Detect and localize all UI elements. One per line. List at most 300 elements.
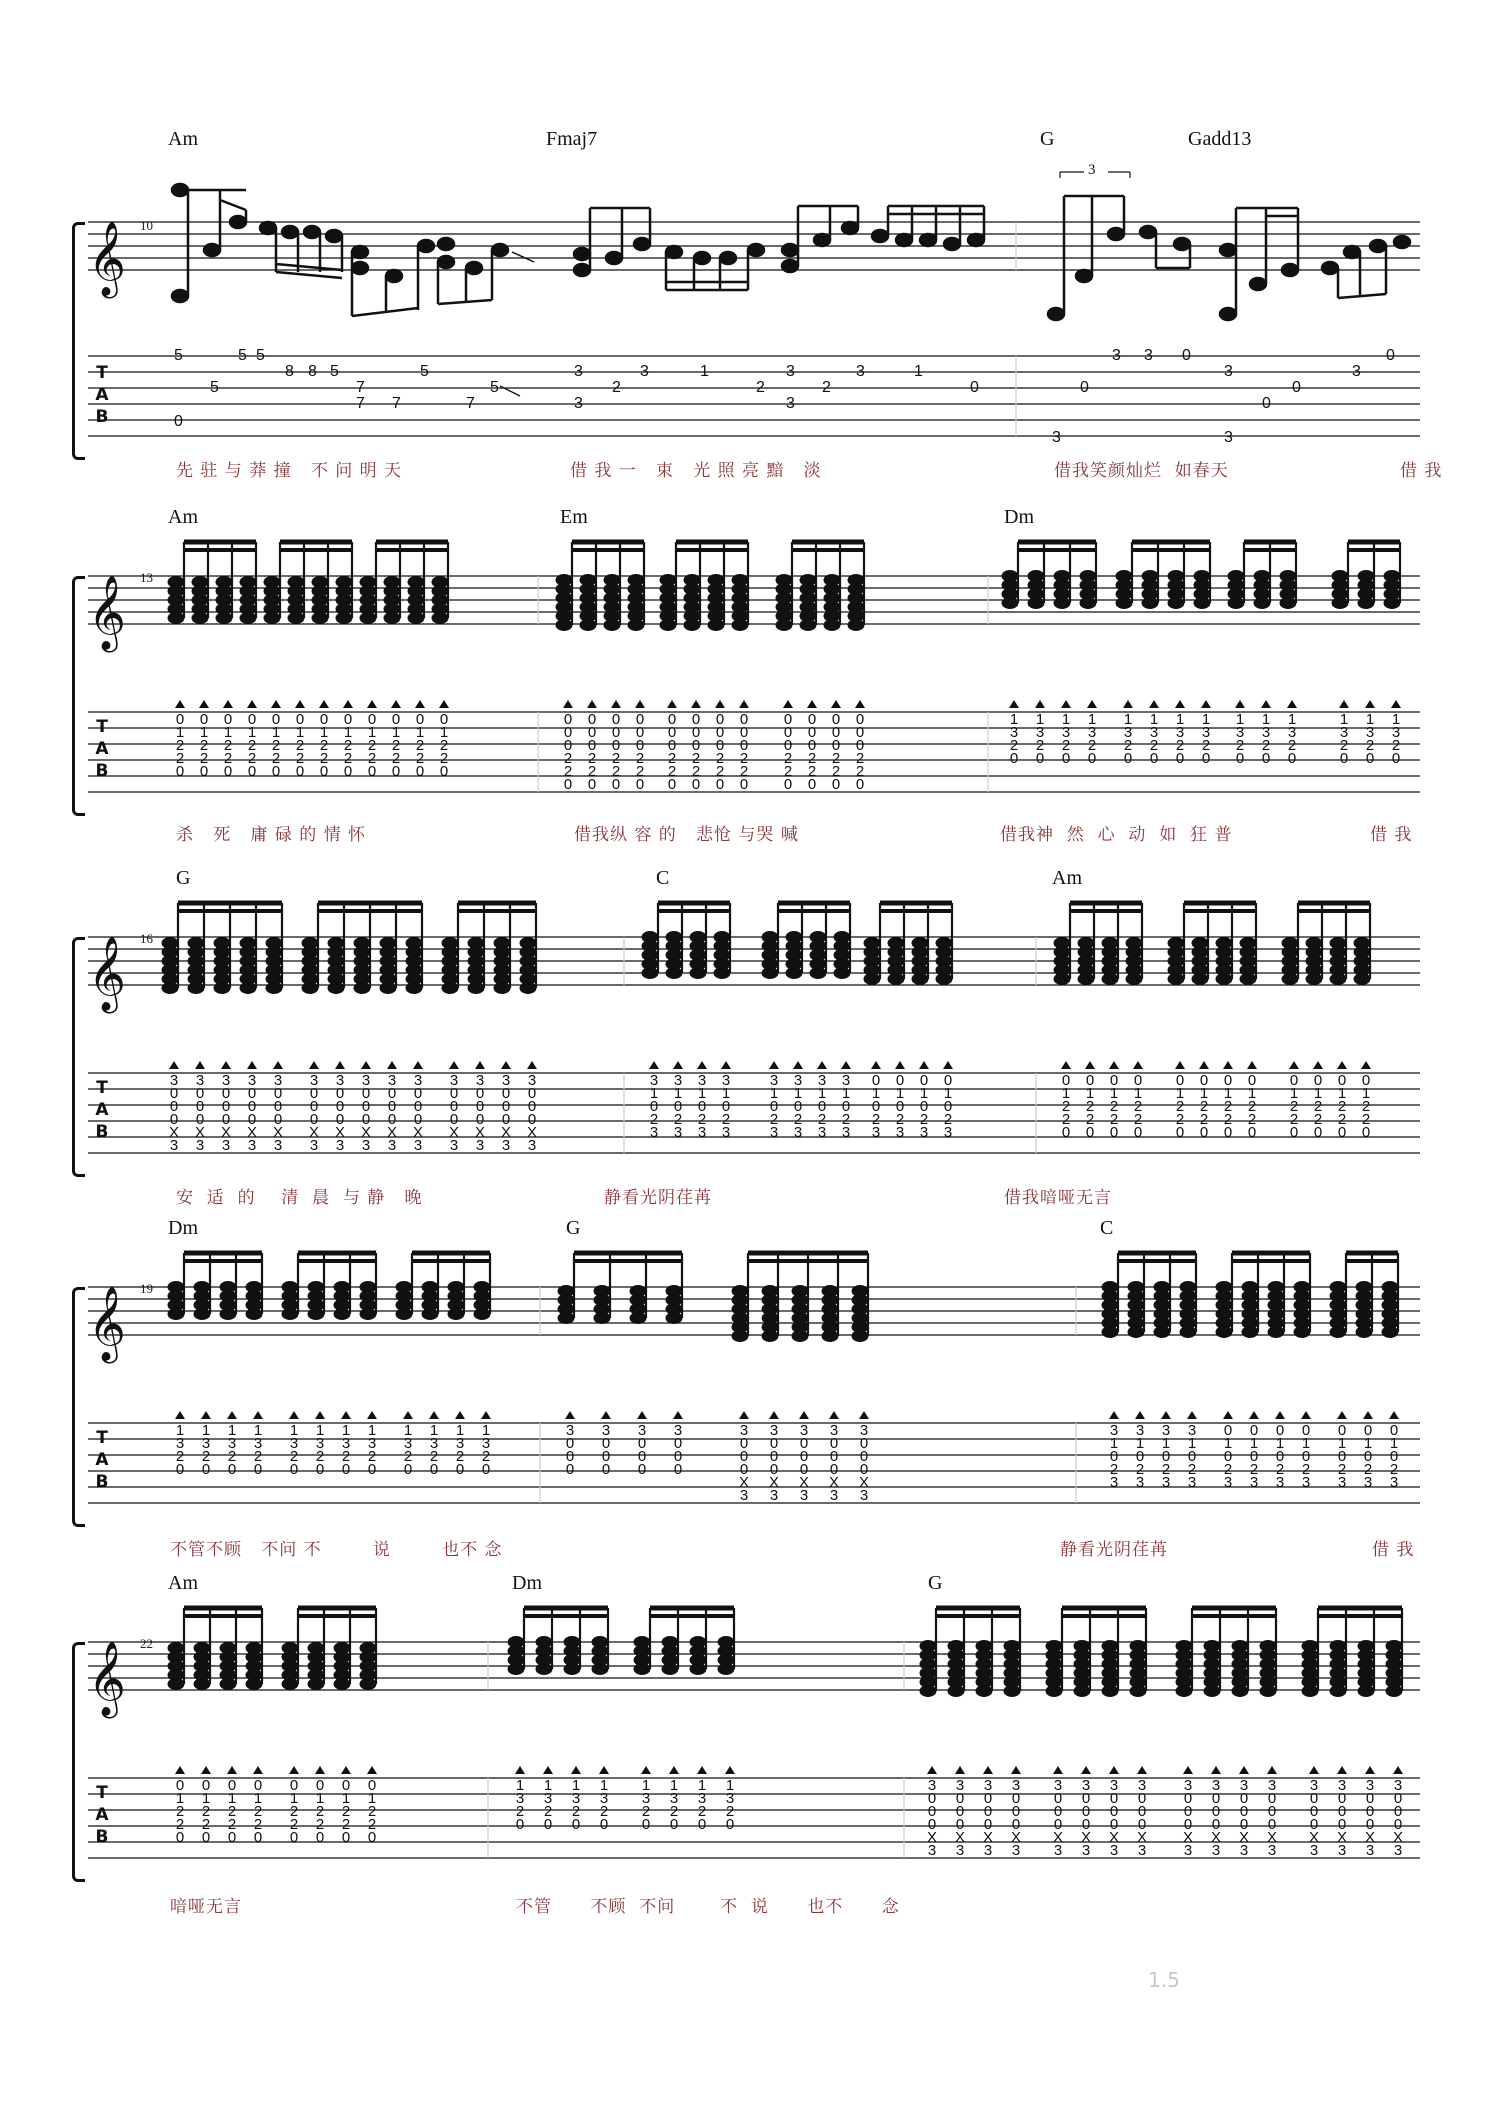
svg-text:2: 2	[295, 737, 305, 754]
chord-note	[888, 974, 904, 985]
lyric-line: 借 我	[1372, 1540, 1415, 1560]
svg-text:2: 2	[343, 737, 353, 754]
svg-text:1: 1	[515, 1777, 525, 1794]
fret-number: 5	[420, 363, 429, 380]
svg-text:0: 0	[739, 711, 749, 728]
strum-up-arrow-icon	[199, 700, 209, 708]
svg-text:3: 3	[1161, 1422, 1171, 1439]
svg-text:3: 3	[1365, 1842, 1375, 1859]
strum-up-arrow-icon	[1201, 700, 1211, 708]
svg-text:0: 0	[673, 1098, 683, 1115]
svg-text:0: 0	[1249, 1448, 1259, 1465]
tab-label: A	[95, 1450, 109, 1470]
svg-text:3: 3	[927, 1777, 937, 1794]
svg-text:3: 3	[673, 1072, 683, 1089]
svg-text:0: 0	[1137, 1816, 1147, 1833]
svg-text:2: 2	[1361, 1098, 1371, 1115]
strum-up-arrow-icon	[289, 1766, 299, 1774]
svg-text:0: 0	[565, 1448, 575, 1465]
svg-text:2: 2	[669, 1803, 679, 1820]
svg-text:2: 2	[403, 1448, 413, 1465]
svg-text:0: 0	[169, 1111, 179, 1128]
svg-text:3: 3	[1183, 1842, 1193, 1859]
svg-text:2: 2	[1087, 737, 1097, 754]
svg-text:0: 0	[1361, 1072, 1371, 1089]
chord-note	[1054, 598, 1070, 609]
fret-number: 7	[466, 395, 475, 412]
svg-text:X: X	[982, 1829, 994, 1846]
svg-text:3: 3	[227, 1435, 237, 1452]
svg-text:2: 2	[227, 1448, 237, 1465]
chord-note	[1102, 1686, 1118, 1697]
strum-up-arrow-icon	[635, 700, 645, 708]
strum-up-arrow-icon	[673, 1411, 683, 1419]
svg-text:1: 1	[1061, 711, 1071, 728]
svg-text:0: 0	[335, 1111, 345, 1128]
svg-text:0: 0	[195, 1111, 205, 1128]
strum-up-arrow-icon	[289, 1411, 299, 1419]
svg-text:0: 0	[691, 724, 701, 741]
chord-note	[714, 968, 730, 979]
svg-text:0: 0	[1011, 1803, 1021, 1820]
strum-up-arrow-icon	[1389, 1411, 1399, 1419]
svg-text:1: 1	[1363, 1435, 1373, 1452]
chord-note	[762, 1331, 778, 1342]
svg-text:0: 0	[527, 1085, 537, 1102]
svg-text:X: X	[1266, 1829, 1278, 1846]
svg-text:0: 0	[1011, 1790, 1021, 1807]
svg-text:2: 2	[1301, 1461, 1311, 1478]
chord-note	[1074, 1686, 1090, 1697]
chord-note	[1384, 598, 1400, 609]
svg-text:1: 1	[415, 724, 425, 741]
svg-text:1: 1	[429, 1422, 439, 1439]
strum-up-arrow-icon	[1361, 1061, 1371, 1069]
strum-up-arrow-icon	[429, 1411, 439, 1419]
svg-text:1: 1	[403, 1422, 413, 1439]
fret-number: 8	[285, 363, 294, 380]
svg-text:1: 1	[295, 724, 305, 741]
svg-text:1: 1	[367, 1790, 377, 1807]
svg-text:0: 0	[415, 711, 425, 728]
svg-text:0: 0	[669, 1816, 679, 1833]
chord-note	[1280, 598, 1296, 609]
tab-label: T	[96, 1783, 108, 1803]
svg-text:0: 0	[221, 1111, 231, 1128]
svg-text:0: 0	[367, 1829, 377, 1846]
svg-text:0: 0	[871, 1072, 881, 1089]
svg-text:1: 1	[1289, 1085, 1299, 1102]
tab-label: B	[95, 1472, 109, 1492]
svg-text:2: 2	[563, 763, 573, 780]
chord-note	[1078, 974, 1094, 985]
svg-text:2: 2	[1287, 737, 1297, 754]
svg-text:0: 0	[739, 1435, 749, 1452]
svg-text:2: 2	[175, 750, 185, 767]
chord-note	[848, 620, 864, 631]
svg-text:1: 1	[315, 1790, 325, 1807]
svg-text:3: 3	[1187, 1474, 1197, 1491]
svg-text:0: 0	[201, 1461, 211, 1478]
svg-text:2: 2	[1109, 1111, 1119, 1128]
svg-text:1: 1	[1365, 711, 1375, 728]
chord-label: Em	[560, 506, 588, 528]
svg-text:3: 3	[1137, 1842, 1147, 1859]
strum-up-arrow-icon	[367, 700, 377, 708]
svg-text:1: 1	[175, 1790, 185, 1807]
svg-text:1: 1	[1337, 1085, 1347, 1102]
svg-text:0: 0	[1081, 1816, 1091, 1833]
strum-up-arrow-icon	[1337, 1061, 1347, 1069]
svg-text:1: 1	[253, 1422, 263, 1439]
svg-text:1: 1	[1199, 1085, 1209, 1102]
tab-label: T	[96, 717, 108, 737]
svg-text:3: 3	[247, 1137, 257, 1154]
svg-text:0: 0	[563, 737, 573, 754]
svg-text:0: 0	[175, 1777, 185, 1794]
chord-note	[1242, 1327, 1258, 1338]
svg-text:2: 2	[1389, 1461, 1399, 1478]
strum-up-arrow-icon	[1289, 1061, 1299, 1069]
chord-note	[594, 1313, 610, 1324]
svg-text:3: 3	[1053, 1777, 1063, 1794]
chord-note	[240, 613, 256, 624]
strum-up-arrow-icon	[195, 1061, 205, 1069]
svg-text:2: 2	[571, 1803, 581, 1820]
svg-text:3: 3	[871, 1124, 881, 1141]
svg-text:0: 0	[783, 776, 793, 793]
svg-text:3: 3	[253, 1435, 263, 1452]
svg-text:0: 0	[1183, 1790, 1193, 1807]
fret-number: 3	[574, 395, 583, 412]
svg-text:1: 1	[871, 1085, 881, 1102]
svg-text:0: 0	[289, 1461, 299, 1478]
svg-text:2: 2	[1085, 1098, 1095, 1115]
svg-text:2: 2	[271, 737, 281, 754]
svg-text:3: 3	[455, 1435, 465, 1452]
svg-text:0: 0	[1389, 1422, 1399, 1439]
svg-text:0: 0	[367, 711, 377, 728]
svg-text:0: 0	[783, 737, 793, 754]
chord-note	[690, 1664, 706, 1675]
svg-text:0: 0	[1149, 750, 1159, 767]
svg-text:0: 0	[855, 776, 865, 793]
chord-note	[732, 1331, 748, 1342]
svg-text:3: 3	[221, 1072, 231, 1089]
svg-text:0: 0	[223, 763, 233, 780]
svg-text:2: 2	[1199, 1098, 1209, 1115]
svg-text:0: 0	[783, 711, 793, 728]
svg-text:0: 0	[599, 1816, 609, 1833]
svg-text:0: 0	[1053, 1790, 1063, 1807]
chord-note	[1294, 1327, 1310, 1338]
lyric-line: 杀 死 庸 碌 的 情 怀	[176, 825, 367, 845]
svg-text:3: 3	[1035, 724, 1045, 741]
svg-text:2: 2	[1109, 1098, 1119, 1115]
notation-staff	[0, 1560, 1500, 1920]
chord-note	[628, 620, 644, 631]
svg-text:2: 2	[563, 750, 573, 767]
svg-text:1: 1	[1109, 1085, 1119, 1102]
strum-up-arrow-icon	[927, 1766, 937, 1774]
chord-note	[508, 1664, 524, 1675]
tab-label: T	[96, 1078, 108, 1098]
svg-text:0: 0	[341, 1461, 351, 1478]
strum-up-arrow-icon	[201, 1411, 211, 1419]
chord-note	[1306, 974, 1322, 985]
svg-text:0: 0	[571, 1816, 581, 1833]
tab-label: T	[96, 1428, 108, 1448]
svg-text:2: 2	[943, 1111, 953, 1128]
chord-note	[188, 983, 204, 994]
measure-number: 10	[140, 218, 153, 233]
svg-text:0: 0	[1211, 1790, 1221, 1807]
svg-text:0: 0	[475, 1098, 485, 1115]
chord-label: Am	[168, 128, 198, 150]
svg-text:3: 3	[1211, 1842, 1221, 1859]
svg-text:3: 3	[1309, 1777, 1319, 1794]
chord-note	[328, 983, 344, 994]
svg-text:3: 3	[1087, 724, 1097, 741]
fret-number: 2	[756, 379, 765, 396]
strum-up-arrow-icon	[769, 1061, 779, 1069]
svg-text:1: 1	[201, 1422, 211, 1439]
svg-text:3: 3	[769, 1072, 779, 1089]
svg-text:0: 0	[667, 724, 677, 741]
svg-text:1: 1	[1187, 1435, 1197, 1452]
strum-up-arrow-icon	[1061, 1061, 1071, 1069]
lyric-line: 不管 不顾 不问 不 说 也不 念	[516, 1897, 900, 1917]
svg-text:2: 2	[1363, 1461, 1373, 1478]
svg-text:3: 3	[955, 1842, 965, 1859]
strum-up-arrow-icon	[221, 1061, 231, 1069]
svg-text:0: 0	[769, 1435, 779, 1452]
strum-up-arrow-icon	[227, 1766, 237, 1774]
svg-text:1: 1	[1235, 711, 1245, 728]
svg-text:0: 0	[831, 724, 841, 741]
chord-note	[536, 1664, 552, 1675]
svg-text:0: 0	[1187, 1448, 1197, 1465]
svg-text:3: 3	[1235, 724, 1245, 741]
svg-text:0: 0	[1137, 1790, 1147, 1807]
svg-text:2: 2	[227, 1803, 237, 1820]
strum-up-arrow-icon	[343, 700, 353, 708]
svg-text:X: X	[220, 1124, 232, 1141]
strum-up-arrow-icon	[793, 1061, 803, 1069]
chord-note	[1046, 1686, 1062, 1697]
strum-up-arrow-icon	[367, 1766, 377, 1774]
svg-text:0: 0	[1337, 1816, 1347, 1833]
chord-note	[448, 1309, 464, 1320]
strum-up-arrow-icon	[175, 1766, 185, 1774]
svg-text:3: 3	[1061, 724, 1071, 741]
svg-text:2: 2	[367, 737, 377, 754]
svg-text:0: 0	[501, 1098, 511, 1115]
svg-text:1: 1	[439, 724, 449, 741]
svg-text:0: 0	[1249, 1422, 1259, 1439]
strum-up-arrow-icon	[565, 1411, 575, 1419]
svg-text:0: 0	[247, 1085, 257, 1102]
svg-text:2: 2	[807, 750, 817, 767]
svg-text:2: 2	[769, 1111, 779, 1128]
svg-text:0: 0	[289, 1829, 299, 1846]
tuplet-mark: 3	[1088, 162, 1096, 178]
strum-up-arrow-icon	[1175, 700, 1185, 708]
svg-text:0: 0	[635, 776, 645, 793]
svg-text:0: 0	[799, 1461, 809, 1478]
svg-text:1: 1	[599, 1777, 609, 1794]
svg-text:0: 0	[367, 763, 377, 780]
svg-text:2: 2	[223, 737, 233, 754]
strum-up-arrow-icon	[481, 1411, 491, 1419]
strum-up-arrow-icon	[247, 1061, 257, 1069]
svg-text:3: 3	[799, 1422, 809, 1439]
fret-number: 3	[1052, 429, 1061, 446]
svg-text:0: 0	[841, 1098, 851, 1115]
chord-note	[556, 620, 572, 631]
svg-text:3: 3	[641, 1790, 651, 1807]
chord-note	[718, 1664, 734, 1675]
svg-text:2: 2	[1149, 737, 1159, 754]
svg-text:2: 2	[1109, 1461, 1119, 1478]
svg-text:0: 0	[769, 1461, 779, 1478]
svg-text:0: 0	[955, 1803, 965, 1820]
system-1	[0, 0, 1500, 480]
svg-text:0: 0	[361, 1098, 371, 1115]
svg-text:2: 2	[1365, 737, 1375, 754]
svg-text:3: 3	[449, 1137, 459, 1154]
svg-text:0: 0	[715, 737, 725, 754]
svg-text:2: 2	[783, 763, 793, 780]
chord-note	[384, 613, 400, 624]
svg-text:2: 2	[1061, 737, 1071, 754]
svg-text:3: 3	[1391, 724, 1401, 741]
svg-text:0: 0	[455, 1461, 465, 1478]
svg-text:1: 1	[943, 1085, 953, 1102]
svg-text:0: 0	[927, 1790, 937, 1807]
svg-text:3: 3	[1239, 1777, 1249, 1794]
strum-up-arrow-icon	[715, 700, 725, 708]
svg-text:0: 0	[817, 1098, 827, 1115]
svg-text:3: 3	[1135, 1422, 1145, 1439]
svg-text:1: 1	[391, 724, 401, 741]
chord-note	[214, 983, 230, 994]
chord-note	[520, 983, 536, 994]
chord-note	[1302, 1686, 1318, 1697]
chord-note	[948, 1686, 964, 1697]
strum-up-arrow-icon	[1109, 1411, 1119, 1419]
chord-note	[630, 1313, 646, 1324]
svg-text:3: 3	[273, 1072, 283, 1089]
lyric-line: 借我神 然 心 动 如 狂 普	[1000, 825, 1233, 845]
svg-text:2: 2	[587, 763, 597, 780]
svg-text:0: 0	[1363, 1422, 1373, 1439]
svg-text:1: 1	[1035, 711, 1045, 728]
fret-number: 0	[1386, 347, 1395, 364]
fret-number: 3	[1224, 363, 1233, 380]
svg-text:0: 0	[1393, 1803, 1403, 1820]
strum-up-arrow-icon	[1235, 700, 1245, 708]
svg-text:0: 0	[1109, 1072, 1119, 1089]
svg-text:0: 0	[859, 1461, 869, 1478]
chord-note	[1176, 1686, 1192, 1697]
chord-note	[288, 613, 304, 624]
svg-text:0: 0	[1337, 1072, 1347, 1089]
svg-text:3: 3	[1301, 1474, 1311, 1491]
svg-text:0: 0	[1109, 1803, 1119, 1820]
strum-up-arrow-icon	[295, 700, 305, 708]
svg-text:2: 2	[1391, 737, 1401, 754]
chord-note	[1330, 1686, 1346, 1697]
svg-text:2: 2	[253, 1803, 263, 1820]
chord-note	[864, 974, 880, 985]
svg-text:0: 0	[1239, 1803, 1249, 1820]
treble-clef-icon: 𝄞	[88, 222, 126, 296]
svg-text:0: 0	[1337, 1803, 1347, 1820]
svg-text:3: 3	[501, 1137, 511, 1154]
svg-text:0: 0	[169, 1085, 179, 1102]
svg-text:0: 0	[1391, 750, 1401, 767]
fret-number: 7	[356, 395, 365, 412]
svg-text:3: 3	[859, 1487, 869, 1504]
svg-text:0: 0	[195, 1098, 205, 1115]
svg-text:3: 3	[721, 1072, 731, 1089]
svg-text:0: 0	[1261, 750, 1271, 767]
svg-text:1: 1	[1249, 1435, 1259, 1452]
strum-up-arrow-icon	[1053, 1766, 1063, 1774]
svg-text:3: 3	[247, 1072, 257, 1089]
svg-text:2: 2	[223, 750, 233, 767]
fret-number: 5	[490, 379, 499, 396]
chord-note	[1154, 1327, 1170, 1338]
strum-up-arrow-icon	[227, 1411, 237, 1419]
svg-text:3: 3	[841, 1072, 851, 1089]
svg-text:3: 3	[195, 1137, 205, 1154]
svg-text:0: 0	[1081, 1790, 1091, 1807]
strum-up-arrow-icon	[501, 1061, 511, 1069]
svg-text:0: 0	[769, 1098, 779, 1115]
tab-label: B	[95, 407, 109, 427]
svg-text:3: 3	[1123, 724, 1133, 741]
svg-text:X: X	[1210, 1829, 1222, 1846]
svg-text:3: 3	[793, 1124, 803, 1141]
chord-note	[1028, 598, 1044, 609]
fret-number: 3	[786, 395, 795, 412]
svg-text:2: 2	[201, 1803, 211, 1820]
svg-text:0: 0	[1123, 750, 1133, 767]
svg-text:2: 2	[1223, 1098, 1233, 1115]
svg-text:3: 3	[501, 1072, 511, 1089]
svg-text:X: X	[1108, 1829, 1120, 1846]
svg-text:2: 2	[415, 750, 425, 767]
svg-text:0: 0	[1223, 1448, 1233, 1465]
svg-text:2: 2	[855, 763, 865, 780]
svg-text:3: 3	[1081, 1777, 1091, 1794]
svg-text:1: 1	[1287, 711, 1297, 728]
svg-text:0: 0	[697, 1816, 707, 1833]
svg-text:0: 0	[829, 1461, 839, 1478]
svg-text:0: 0	[691, 776, 701, 793]
svg-text:2: 2	[175, 737, 185, 754]
svg-text:2: 2	[855, 750, 865, 767]
fret-number: 5	[238, 347, 247, 364]
svg-text:X: X	[1010, 1829, 1022, 1846]
svg-text:3: 3	[1081, 1842, 1091, 1859]
svg-text:1: 1	[247, 724, 257, 741]
chord-note	[1194, 598, 1210, 609]
svg-text:2: 2	[391, 737, 401, 754]
strum-up-arrow-icon	[175, 1411, 185, 1419]
